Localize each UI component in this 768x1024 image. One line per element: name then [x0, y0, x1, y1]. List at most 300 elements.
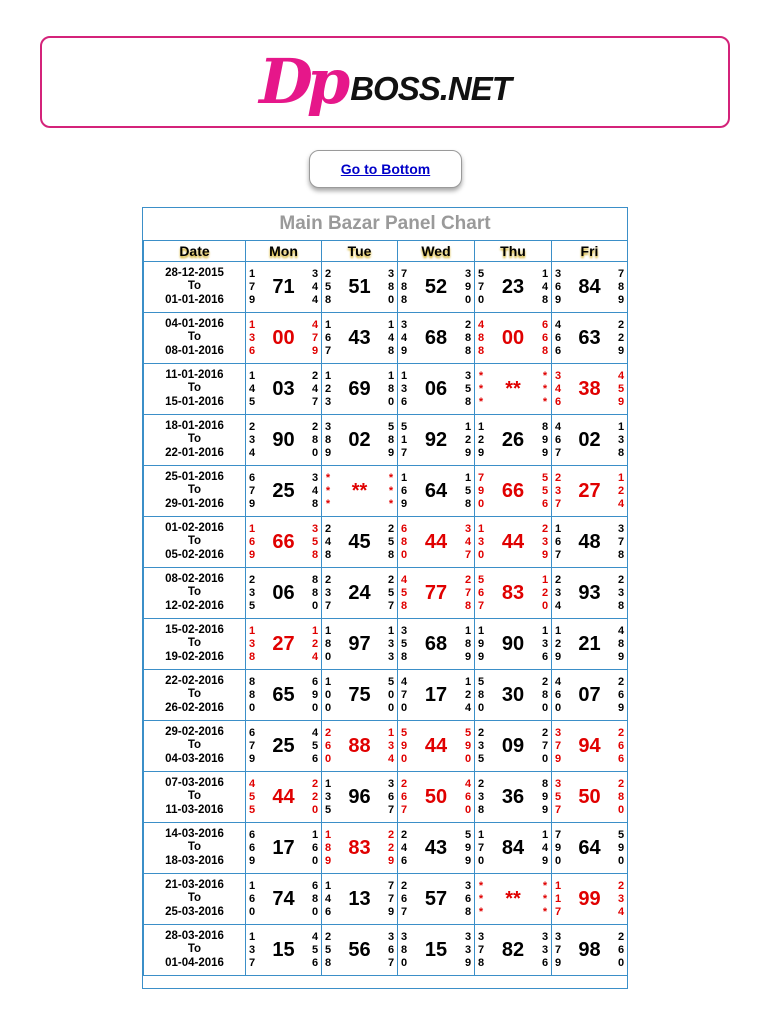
table-row: [144, 772, 628, 823]
jodi-number: 50: [424, 785, 448, 808]
open-panel-digits: 6 8 0: [400, 522, 408, 561]
open-panel-digits: 1 1 7: [554, 879, 562, 918]
open-panel-digits: 5 6 7: [477, 573, 485, 612]
date-start: 08-02-2016: [165, 572, 224, 585]
jodi-number: 52: [424, 275, 448, 298]
panel-cell: [246, 313, 322, 364]
panel-cell: [475, 517, 552, 568]
panel-cell: [552, 925, 628, 976]
jodi-number: 44: [501, 530, 525, 553]
date-range-cell: [144, 772, 246, 823]
jodi-number: 44: [272, 785, 295, 808]
jodi-number: 17: [424, 683, 448, 706]
jodi-number: 65: [272, 683, 295, 706]
close-panel-digits: * * *: [542, 879, 548, 918]
close-panel-digits: 2 7 8: [464, 573, 472, 612]
panel-cell: [475, 874, 552, 925]
close-panel-digits: 1 5 8: [464, 471, 472, 510]
close-panel-digits: 1 8 0: [387, 369, 395, 408]
open-panel-digits: 1 3 6: [400, 369, 408, 408]
panel-cell: [398, 619, 475, 670]
chart-title: Main Bazar Panel Chart: [279, 213, 491, 234]
close-panel-digits: 3 3 9: [464, 930, 472, 969]
open-panel-digits: 1 6 9: [400, 471, 408, 510]
site-logo[interactable]: [40, 36, 730, 128]
panel-cell: [398, 415, 475, 466]
close-panel-digits: 2 8 0: [617, 777, 625, 816]
open-panel-digits: 1 6 7: [554, 522, 562, 561]
open-panel-digits: 2 3 7: [554, 471, 562, 510]
open-panel-digits: 4 6 6: [554, 318, 562, 357]
open-panel-digits: 1 8 0: [324, 624, 332, 663]
open-panel-digits: 8 8 0: [248, 675, 256, 714]
close-panel-digits: 2 6 9: [617, 675, 625, 714]
jodi-number: 84: [501, 836, 525, 859]
close-panel-digits: 5 9 0: [617, 828, 625, 867]
close-panel-digits: 3 3 6: [541, 930, 549, 969]
date-end: 25-03-2016: [165, 905, 224, 918]
close-panel-digits: 2 5 8: [387, 522, 395, 561]
close-panel-digits: 2 3 9: [541, 522, 549, 561]
panel-cell: [552, 670, 628, 721]
date-range-cell: [144, 415, 246, 466]
jodi-number: 98: [578, 938, 601, 961]
panel-cell: [398, 670, 475, 721]
jodi-number: 09: [501, 734, 525, 757]
panel-cell: [398, 772, 475, 823]
open-panel-digits: 1 9 9: [477, 624, 485, 663]
jodi-number: 21: [578, 632, 601, 655]
date-start: 22-02-2016: [165, 674, 224, 687]
jodi-number: 17: [272, 836, 295, 859]
panel-cell: [322, 823, 398, 874]
date-end: 05-02-2016: [165, 548, 224, 561]
date-range-cell: [144, 874, 246, 925]
open-panel-digits: 1 2 9: [477, 420, 485, 459]
panel-cell: [475, 670, 552, 721]
jodi-number: 44: [424, 530, 448, 553]
logo-dp-text: Dp: [259, 45, 345, 118]
open-panel-digits: 1 7 9: [248, 267, 256, 306]
panel-cell: [475, 721, 552, 772]
jodi-number: 23: [501, 275, 525, 298]
close-panel-digits: 1 3 8: [617, 420, 625, 459]
panel-cell: [475, 925, 552, 976]
date-end: 26-02-2016: [165, 701, 224, 714]
open-panel-digits: 1 6 9: [248, 522, 256, 561]
panel-cell: [552, 364, 628, 415]
open-panel-digits: 1 3 8: [248, 624, 256, 663]
open-panel-digits: 2 6 7: [400, 777, 408, 816]
open-panel-digits: 7 8 8: [400, 267, 408, 306]
header-date: Date: [144, 241, 246, 262]
open-panel-digits: 2 3 5: [477, 726, 485, 765]
open-panel-digits: 4 6 7: [554, 420, 562, 459]
close-panel-digits: 2 8 0: [311, 420, 319, 459]
panel-cell: [246, 772, 322, 823]
jodi-number: 48: [578, 530, 601, 553]
panel-cell: [398, 721, 475, 772]
table-row: [144, 670, 628, 721]
panel-cell: [552, 874, 628, 925]
panel-cell: [246, 619, 322, 670]
close-panel-digits: 3 5 8: [311, 522, 319, 561]
panel-cell: [398, 364, 475, 415]
date-start: 28-03-2016: [165, 929, 224, 942]
open-panel-digits: 2 3 4: [248, 420, 256, 459]
close-panel-digits: 2 2 9: [387, 828, 395, 867]
panel-cell: [552, 415, 628, 466]
panel-cell: [398, 517, 475, 568]
jodi-number: 00: [272, 326, 295, 349]
open-panel-digits: 6 7 9: [248, 726, 256, 765]
date-range-cell: [144, 313, 246, 364]
close-panel-digits: * * *: [542, 369, 548, 408]
jodi-number: 15: [424, 938, 448, 961]
close-panel-digits: 2 2 9: [617, 318, 625, 357]
panel-cell: [246, 721, 322, 772]
jodi-number: 92: [424, 428, 448, 451]
close-panel-digits: 3 6 8: [464, 879, 472, 918]
date-to-label: To: [187, 739, 202, 752]
date-range-cell: [144, 262, 246, 313]
date-to-label: To: [187, 280, 202, 293]
close-panel-digits: 2 8 8: [464, 318, 472, 357]
panel-cell: [552, 466, 628, 517]
open-panel-digits: 1 6 0: [248, 879, 256, 918]
open-panel-digits: 6 7 9: [248, 471, 256, 510]
close-panel-digits: 8 9 9: [541, 777, 549, 816]
jodi-number: 38: [578, 377, 601, 400]
date-start: 07-03-2016: [165, 776, 224, 789]
date-end: 15-01-2016: [165, 395, 224, 408]
date-end: 01-01-2016: [165, 293, 224, 306]
open-panel-digits: 7 9 0: [554, 828, 562, 867]
close-panel-digits: 1 2 4: [617, 471, 625, 510]
table-row: [144, 823, 628, 874]
jodi-number: 97: [348, 632, 371, 655]
panel-cell: [322, 670, 398, 721]
jodi-number: 94: [578, 734, 601, 757]
date-to-label: To: [187, 688, 202, 701]
open-panel-digits: 1 6 7: [324, 318, 332, 357]
close-panel-digits: 6 6 8: [541, 318, 549, 357]
jodi-number: 00: [501, 326, 525, 349]
close-panel-digits: 3 6 7: [387, 777, 395, 816]
close-panel-digits: 1 3 4: [387, 726, 395, 765]
open-panel-digits: 2 3 5: [248, 573, 256, 612]
table-row: [144, 466, 628, 517]
jodi-number: 45: [348, 530, 371, 553]
table-row: [144, 874, 628, 925]
panel-cell: [552, 262, 628, 313]
open-panel-digits: 1 4 5: [248, 369, 256, 408]
open-panel-digits: 2 6 7: [400, 879, 408, 918]
jodi-number: 74: [272, 887, 295, 910]
date-end: 18-03-2016: [165, 854, 224, 867]
panel-cell: [398, 823, 475, 874]
open-panel-digits: 3 8 0: [400, 930, 408, 969]
open-panel-digits: 3 6 9: [554, 267, 562, 306]
close-panel-digits: 3 8 0: [387, 267, 395, 306]
date-end: 29-01-2016: [165, 497, 224, 510]
open-panel-digits: 3 4 9: [400, 318, 408, 357]
panel-cell: [322, 517, 398, 568]
date-end: 11-03-2016: [165, 803, 224, 816]
date-to-label: To: [187, 637, 202, 650]
jodi-number: 57: [424, 887, 448, 910]
open-panel-digits: 1 8 9: [324, 828, 332, 867]
panel-cell: [475, 364, 552, 415]
jodi-number: 64: [578, 836, 601, 859]
jodi-number: 56: [348, 938, 371, 961]
header-fri: Fri: [552, 241, 628, 262]
jodi-number: 06: [272, 581, 295, 604]
close-panel-digits: 3 7 8: [617, 522, 625, 561]
close-panel-digits: 1 2 9: [464, 420, 472, 459]
jodi-number: 43: [348, 326, 371, 349]
open-panel-digits: * * *: [478, 879, 484, 918]
date-start: 01-02-2016: [165, 521, 224, 534]
table-row: [144, 568, 628, 619]
close-panel-digits: 7 7 9: [387, 879, 395, 918]
panel-cell: [398, 925, 475, 976]
panel-cell: [552, 568, 628, 619]
date-to-label: To: [187, 535, 202, 548]
close-panel-digits: 5 9 0: [464, 726, 472, 765]
close-panel-digits: 3 4 4: [311, 267, 319, 306]
panel-cell: [246, 874, 322, 925]
jodi-number: 77: [424, 581, 448, 604]
panel-cell: [475, 568, 552, 619]
close-panel-digits: 1 4 8: [541, 267, 549, 306]
open-panel-digits: 2 3 4: [554, 573, 562, 612]
panel-cell: [322, 925, 398, 976]
close-panel-digits: 5 8 9: [387, 420, 395, 459]
date-to-label: To: [187, 382, 202, 395]
jodi-number: 44: [424, 734, 448, 757]
panel-cell: [246, 364, 322, 415]
header-tue: Tue: [322, 241, 398, 262]
header-mon: Mon: [246, 241, 322, 262]
panel-cell: [398, 313, 475, 364]
table-row: [144, 415, 628, 466]
close-panel-digits: 2 6 0: [617, 930, 625, 969]
panel-cell: [246, 415, 322, 466]
close-panel-digits: 1 2 4: [311, 624, 319, 663]
jodi-number: 25: [272, 734, 295, 757]
close-panel-digits: 5 0 0: [387, 675, 395, 714]
date-start: 29-02-2016: [165, 725, 224, 738]
date-range-cell: [144, 517, 246, 568]
jodi-number: 63: [578, 326, 601, 349]
panel-cell: [398, 874, 475, 925]
date-end: 22-01-2016: [165, 446, 224, 459]
close-panel-digits: 4 5 6: [311, 930, 319, 969]
jodi-number: 66: [501, 479, 525, 502]
date-start: 04-01-2016: [165, 317, 224, 330]
open-panel-digits: 3 5 8: [400, 624, 408, 663]
open-panel-digits: 4 8 8: [477, 318, 485, 357]
jodi-number: 71: [272, 275, 295, 298]
open-panel-digits: 3 7 8: [477, 930, 485, 969]
jodi-number: 30: [501, 683, 525, 706]
panel-cell: [475, 772, 552, 823]
jodi-number: 43: [424, 836, 448, 859]
open-panel-digits: 3 7 9: [554, 930, 562, 969]
close-panel-digits: 3 6 7: [387, 930, 395, 969]
close-panel-digits: 4 6 0: [464, 777, 472, 816]
jodi-number: 27: [578, 479, 601, 502]
jodi-number: 03: [272, 377, 295, 400]
panel-cell: [322, 619, 398, 670]
open-panel-digits: 3 8 9: [324, 420, 332, 459]
jodi-number: 82: [501, 938, 525, 961]
jodi-number: 83: [348, 836, 371, 859]
date-range-cell: [144, 568, 246, 619]
date-range-cell: [144, 619, 246, 670]
panel-cell: [246, 466, 322, 517]
panel-cell: [322, 364, 398, 415]
open-panel-digits: 5 7 0: [477, 267, 485, 306]
close-panel-digits: 2 2 0: [311, 777, 319, 816]
close-panel-digits: 5 9 9: [464, 828, 472, 867]
close-panel-digits: 3 4 8: [311, 471, 319, 510]
date-start: 21-03-2016: [165, 878, 224, 891]
panel-cell: [475, 313, 552, 364]
panel-cell: [246, 823, 322, 874]
close-panel-digits: 1 2 4: [464, 675, 472, 714]
jodi-number: 27: [272, 632, 295, 655]
close-panel-digits: 5 5 6: [541, 471, 549, 510]
date-range-cell: [144, 466, 246, 517]
panel-cell: [475, 619, 552, 670]
date-to-label: To: [187, 892, 202, 905]
open-panel-digits: 2 4 6: [400, 828, 408, 867]
jodi-number: 25: [272, 479, 295, 502]
date-to-label: To: [187, 433, 202, 446]
panel-cell: [398, 568, 475, 619]
date-end: 04-03-2016: [165, 752, 224, 765]
table-row: [144, 262, 628, 313]
close-panel-digits: 2 3 4: [617, 879, 625, 918]
open-panel-digits: 4 7 0: [400, 675, 408, 714]
panel-cell: [398, 262, 475, 313]
open-panel-digits: 2 3 7: [324, 573, 332, 612]
table-row: [144, 619, 628, 670]
panel-cell: [475, 415, 552, 466]
open-panel-digits: 4 5 5: [248, 777, 256, 816]
open-panel-digits: 1 0 0: [324, 675, 332, 714]
jodi-number: 06: [424, 377, 448, 400]
open-panel-digits: 2 3 8: [477, 777, 485, 816]
date-end: 19-02-2016: [165, 650, 224, 663]
jodi-number: 36: [501, 785, 525, 808]
panel-cell: [475, 823, 552, 874]
date-end: 12-02-2016: [165, 599, 224, 612]
close-panel-digits: 7 8 9: [617, 267, 625, 306]
jodi-number: 51: [348, 275, 371, 298]
close-panel-digits: 2 8 0: [541, 675, 549, 714]
close-panel-digits: 3 4 7: [464, 522, 472, 561]
date-end: 01-04-2016: [165, 956, 224, 969]
open-panel-digits: 1 7 0: [477, 828, 485, 867]
header-thu: Thu: [475, 241, 552, 262]
go-to-bottom-button[interactable]: Go to Bottom: [309, 150, 462, 188]
logo-boss-text: BOSS.NET: [350, 70, 511, 107]
close-panel-digits: 1 4 9: [541, 828, 549, 867]
table-row: [144, 364, 628, 415]
open-panel-digits: 2 4 8: [324, 522, 332, 561]
jodi-number: 83: [501, 581, 525, 604]
jodi-number: **: [351, 479, 368, 502]
open-panel-digits: 3 4 6: [554, 369, 562, 408]
jodi-number: 90: [272, 428, 295, 451]
open-panel-digits: 1 3 7: [248, 930, 256, 969]
panel-chart: [142, 207, 628, 989]
jodi-number: 68: [424, 632, 448, 655]
jodi-number: 99: [578, 887, 601, 910]
open-panel-digits: 1 2 3: [324, 369, 332, 408]
jodi-number: **: [505, 377, 521, 400]
table-row: [144, 721, 628, 772]
jodi-number: 07: [578, 683, 601, 706]
open-panel-digits: 5 8 0: [477, 675, 485, 714]
open-panel-digits: 1 4 6: [324, 879, 332, 918]
close-panel-digits: 4 5 6: [311, 726, 319, 765]
open-panel-digits: 1 3 0: [477, 522, 485, 561]
header-row: [144, 241, 628, 262]
open-panel-digits: 2 6 0: [324, 726, 332, 765]
date-start: 28-12-2015: [165, 266, 224, 279]
date-range-cell: [144, 823, 246, 874]
open-panel-digits: 3 7 9: [554, 726, 562, 765]
close-panel-digits: 6 9 0: [311, 675, 319, 714]
open-panel-digits: 4 5 8: [400, 573, 408, 612]
close-panel-digits: 4 7 9: [311, 318, 319, 357]
jodi-number: 68: [424, 326, 448, 349]
date-to-label: To: [187, 943, 202, 956]
date-range-cell: [144, 721, 246, 772]
open-panel-digits: 5 9 0: [400, 726, 408, 765]
panel-cell: [246, 568, 322, 619]
close-panel-digits: 1 6 0: [311, 828, 319, 867]
panel-cell: [322, 568, 398, 619]
close-panel-digits: 2 3 8: [617, 573, 625, 612]
open-panel-digits: 7 9 0: [477, 471, 485, 510]
close-panel-digits: 2 7 0: [541, 726, 549, 765]
jodi-number: **: [505, 887, 521, 910]
panel-cell: [475, 262, 552, 313]
panel-cell: [552, 772, 628, 823]
date-start: 15-02-2016: [165, 623, 224, 636]
date-start: 25-01-2016: [165, 470, 224, 483]
panel-cell: [552, 517, 628, 568]
open-panel-digits: 4 6 0: [554, 675, 562, 714]
close-panel-digits: 1 3 3: [387, 624, 395, 663]
panel-cell: [475, 466, 552, 517]
date-start: 18-01-2016: [165, 419, 224, 432]
open-panel-digits: 1 2 9: [554, 624, 562, 663]
close-panel-digits: 1 4 8: [387, 318, 395, 357]
panel-cell: [552, 313, 628, 364]
date-to-label: To: [187, 586, 202, 599]
jodi-number: 88: [348, 734, 371, 757]
jodi-number: 96: [348, 785, 371, 808]
close-panel-digits: 3 9 0: [464, 267, 472, 306]
panel-cell: [322, 262, 398, 313]
table-row: [144, 313, 628, 364]
